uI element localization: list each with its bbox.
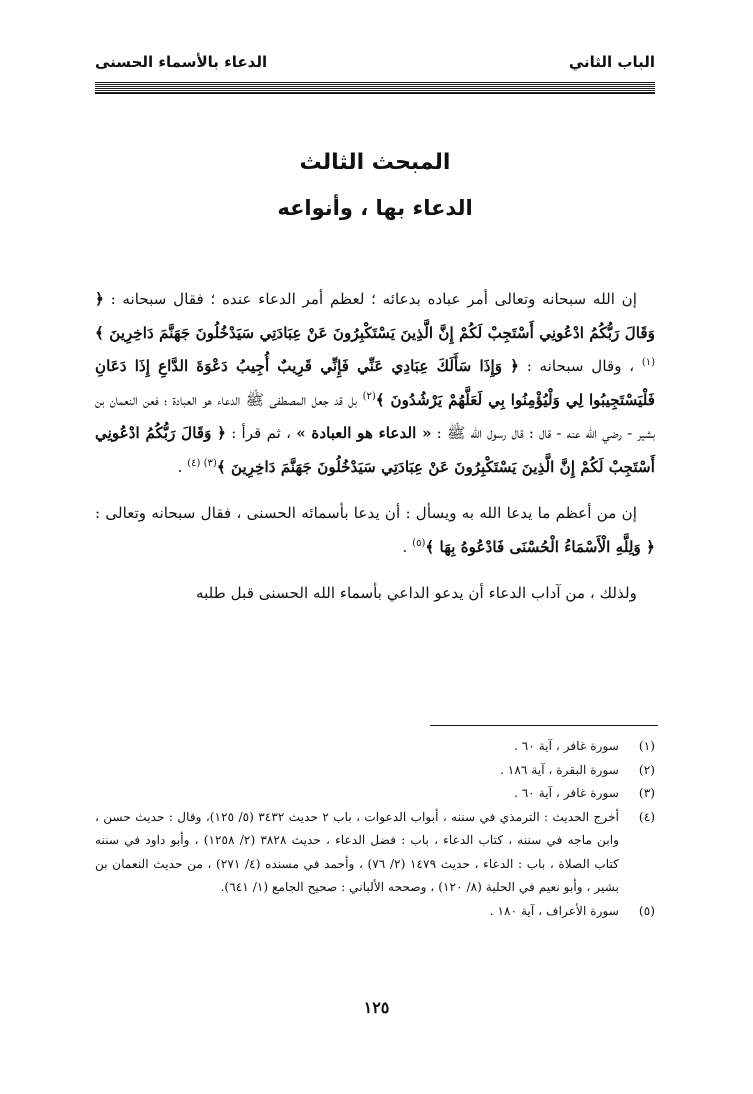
paragraph-3-text: ولذلك ، من آداب الدعاء أن يدعو الداعي بأسماء الله الحسنى قبل طلبه: [195, 584, 637, 602]
paragraph-1: [95, 283, 655, 484]
footnote-item: [95, 900, 655, 924]
footnote-ref-5[interactable]: (٥): [412, 537, 426, 549]
footnote-divider: [430, 725, 658, 726]
header-rule: [95, 82, 655, 94]
footnote-text: سورة غافر ، آية ٦٠ .: [513, 786, 619, 800]
paragraph-1-mid: ، وقال سبحانه :: [526, 357, 635, 375]
paragraph-1-end: .: [177, 457, 183, 476]
footnote-text: سورة البقرة ، آية ١٨٦ .: [500, 762, 619, 777]
footnote-number: (٤): [638, 809, 655, 824]
footnote-number: (١): [638, 739, 655, 753]
chapter-label: الباب الثاني: [568, 53, 655, 71]
paragraph-2: [95, 497, 655, 564]
footnote-item: [95, 735, 655, 759]
quran-verse-3: ﴿ وَقَالَ رَبُّكُمُ ادْعُونِي أَسْتَجِبْ لَكُمْ إِنَّ الَّذِينَ يَسْتَكْبِرُونَ عَنْ عِبَادَتِي سَيَدْخُلُونَ جَهَنَّمَ دَاخِرِينَ ﴾: [95, 424, 655, 476]
running-header: [95, 50, 655, 74]
section-title: المبحث الثالث: [299, 150, 451, 175]
footnote-number: (٢): [638, 762, 655, 777]
paragraph-1-after: بل قد جعل المصطفى ﷺ الدعاء هو العبادة ؛ فعن النعمان بن بشير - رضي الله عنه - قال : قال رسول الله ﷺ :: [95, 390, 656, 442]
footnote-text: سورة الأعراف ، آية ١٨٠ .: [489, 903, 619, 918]
footnote-number: (٣): [638, 786, 655, 800]
body-text: [95, 283, 655, 611]
footnote-text: سورة غافر ، آية ٦٠ .: [513, 739, 619, 753]
footnote-text: أخرج الحديث : الترمذي في سننه ، أبواب الدعوات ، باب ٢ حديث ٣٤٣٢ (٥/ ١٢٥)، وقال : حديث حسن ، وابن ماجه في سننه ، كتاب الدعاء ، باب : فضل الدعاء ، حديث ٣٨٢٨ (٢/ ١٢٥٨) ، وأبو داود في سننه كتاب الصلاة ، باب : الدعاء ، حديث ١٤٧٩ (٢/ ٧٦) ، وأحمد في مسنده (٤/ ٢٧١) ، من حديث النعمان بن بشير ، وأبو نعيم في الحلية (٨/ ١٢٠) ، وصححه الألباني : صحيح الجامع (١/ ٦٤١).: [95, 809, 620, 894]
page-number: ١٢٥: [363, 998, 390, 1017]
footnote-item: [95, 759, 655, 783]
paragraph-1-intro: إن الله سبحانه وتعالى أمر عباده بدعائه ؛ لعظم أمر الدعاء عنده ؛ فقال سبحانه :: [110, 290, 638, 308]
footnote-ref-3-4[interactable]: (٣) (٤): [187, 457, 217, 469]
quran-verse-4: ﴿ وَلِلَّهِ الْأَسْمَاءُ الْحُسْنَى فَادْعُوهُ بِهَا ﴾: [425, 537, 655, 556]
topic-label: الدعاء بالأسماء الحسنى: [95, 53, 268, 71]
footnote-item: [95, 782, 655, 806]
footnote-number: (٥): [638, 903, 655, 918]
paragraph-3: [95, 577, 655, 611]
footnote-ref-2[interactable]: (٢): [362, 390, 376, 402]
paragraph-2-end: .: [402, 537, 408, 556]
section-subtitle: الدعاء بها ، وأنواعه: [277, 196, 473, 220]
footnote-item: [95, 806, 655, 900]
quran-verse-2: ﴿ وَإِذَا سَأَلَكَ عِبَادِي عَنِّي فَإِنِّي قَرِيبٌ أُجِيبُ دَعْوَةَ الدَّاعِ إِذَا دَعَانِ فَلْيَسْتَجِيبُوا لِي وَلْيُؤْمِنُوا بِي لَعَلَّهُمْ يَرْشُدُونَ ﴾: [95, 357, 656, 409]
hadith-text: « الدعاء هو العبادة »: [296, 424, 432, 442]
footnotes: [95, 735, 655, 923]
quran-verse-1: ﴿ وَقَالَ رَبُّكُمُ ادْعُونِي أَسْتَجِبْ لَكُمْ إِنَّ الَّذِينَ يَسْتَكْبِرُونَ عَنْ عِبَادَتِي سَيَدْخُلُونَ جَهَنَّمَ دَاخِرِينَ ﴾: [95, 290, 655, 342]
paragraph-1-then: ، ثم قرأ :: [231, 424, 292, 442]
paragraph-2-intro: إن من أعظم ما يدعا الله به ويسأل : أن يدعا بأسمائه الحسنى ، فقال سبحانه وتعالى :: [95, 504, 637, 522]
footnote-ref-1[interactable]: (١): [641, 356, 655, 368]
